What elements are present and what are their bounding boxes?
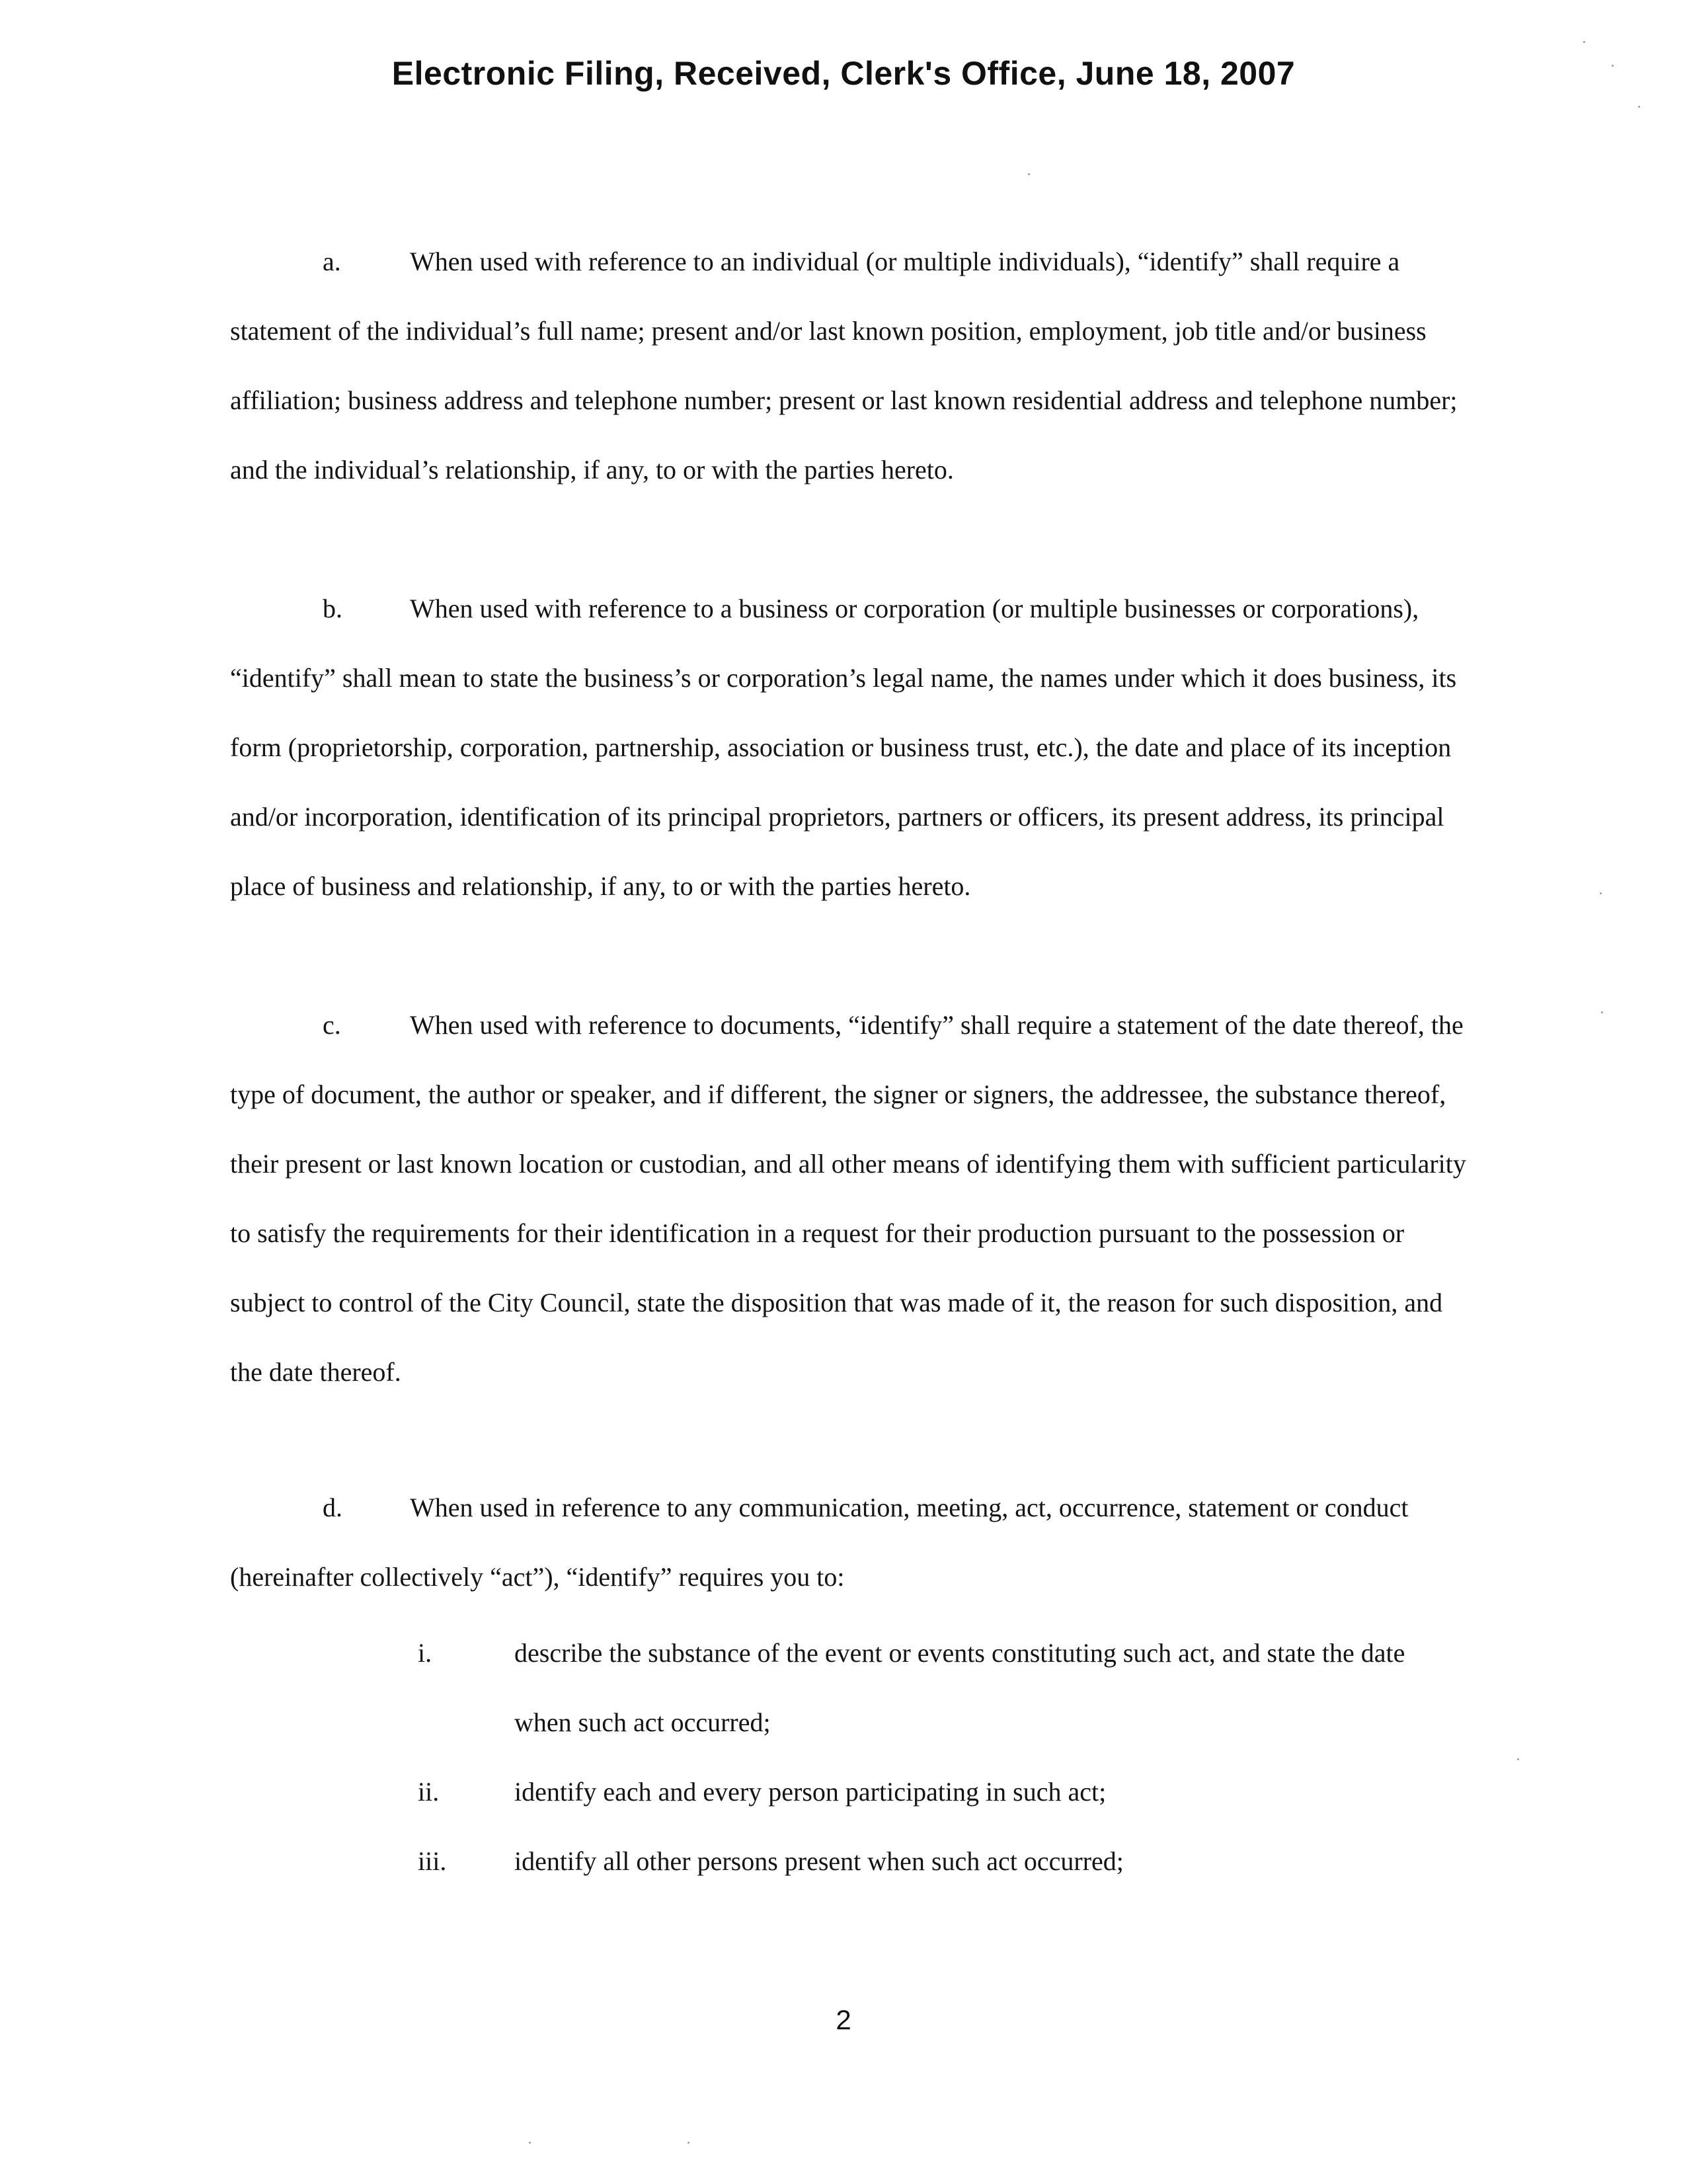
scan-speck <box>1612 65 1614 67</box>
sub-item-text: identify all other persons present when such act occurred; <box>514 1846 1124 1876</box>
paragraph-c-text: When used with reference to documents, “identify” shall require a statement of the date thereof, the type of document, the author or speaker, and if different, the signer or signers, the addressee, the substance thereof, their present or last known location or custodian, and all other means of identifying them with sufficient particularity to satisfy the requirements for their identification in a request for their production pursuant to the possession or subject to control of the City Council, state the disposition that was made of it, the reason for such disposition, and the date thereof. <box>230 1010 1466 1387</box>
page-number: 2 <box>836 2004 851 2035</box>
scan-speck <box>687 2142 689 2144</box>
paragraph-d-text: When used in reference to any communication, meeting, act, occurrence, statement or conduct (hereinafter collectively “act”), “identify” requires you to: <box>230 1493 1409 1592</box>
scan-speck <box>1638 106 1640 108</box>
paragraph-b-text: When used with reference to a business or corporation (or multiple businesses or corporations), “identify” shall mean to state the business’s or corporation’s legal name, the names under which it does business, its form (proprietorship, corporation, partnership, association or business trust, etc.), the date and place of its inception and/or incorporation, identification of its principal proprietors, partners or officers, its present address, its principal place of business and relationship, if any, to or with the parties hereto. <box>230 594 1457 901</box>
paragraph-c: c. When used with reference to documents, “identify” shall require a statement of the date thereof, the type of document, the author or speaker, and if different, the signer or signers, the addressee, the substance thereof, their present or last known location or custodian, and all other means of identifying them with sufficient particularity to satisfy the requirements for their identification in a request for their production pursuant to the possession or subject to control of the City Council, state the disposition that was made of it, the reason for such disposition, and the date thereof. <box>230 1010 1466 1387</box>
filing-stamp-header: Electronic Filing, Received, Clerk's Office, June 18, 2007 <box>391 55 1296 92</box>
scan-speck <box>1601 1011 1603 1013</box>
paragraph-b: b. When used with reference to a business or corporation (or multiple businesses or corporations), “identify” shall mean to state the business’s or corporation’s legal name, the names under which it does business, its form (proprietorship, corporation, partnership, association or business trust, etc.), the date and place of its inception and/or incorporation, identification of its principal proprietors, partners or officers, its present address, its principal place of business and relationship, if any, to or with the parties hereto. <box>230 594 1457 901</box>
paragraph-a: a. When used with reference to an individual (or multiple individuals), “identify” shall require a statement of the individual’s full name; present and/or last known position, employment, job title and/or business affiliation; business address and telephone number; present or last known residential address and telephone number; and the individual’s relationship, if any, to or with the parties hereto. <box>230 247 1458 485</box>
sub-item-number: iii. <box>418 1846 447 1876</box>
scan-speck <box>1583 41 1585 43</box>
scan-speck <box>1028 173 1030 175</box>
sub-item-number: ii. <box>418 1777 440 1807</box>
paragraph-a-text: When used with reference to an individual (or multiple individuals), “identify” shall require a statement of the individual’s full name; present and/or last known position, employment, job title and/or business affiliation; business address and telephone number; present or last known residential address and telephone number; and the individual’s relationship, if any, to or with the parties hereto. <box>230 247 1458 485</box>
scan-speck <box>1517 1758 1519 1760</box>
sub-item-text: identify each and every person participating in such act; <box>514 1777 1107 1807</box>
sub-item-text: describe the substance of the event or events constituting such act, and state the date when such act occurred; <box>514 1638 1405 1737</box>
scan-speck <box>529 2142 531 2144</box>
paragraph-d: d. When used in reference to any communication, meeting, act, occurrence, statement or conduct (hereinafter collectively “act”), “identify” requires you to: <box>230 1493 1409 1592</box>
sub-item-number: i. <box>418 1638 432 1668</box>
scan-speck <box>1600 892 1602 894</box>
